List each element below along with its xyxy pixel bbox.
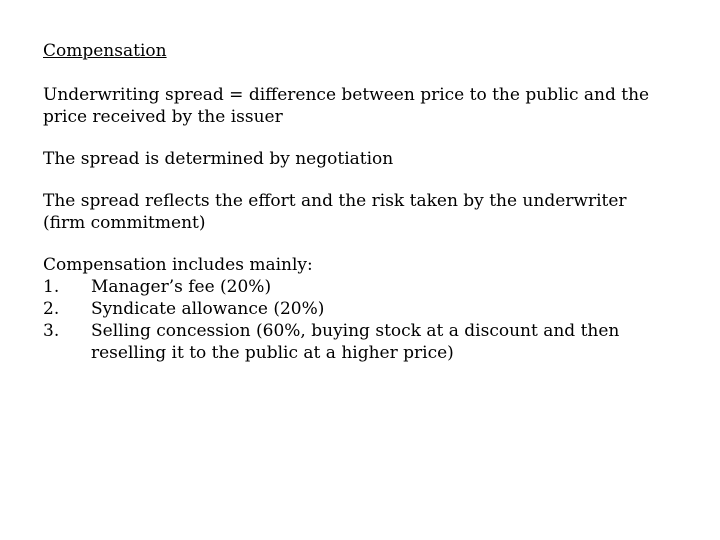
list-item-text: [91, 276, 683, 298]
slide-content: [43, 40, 683, 364]
paragraph-line: The spread reflects the effort and the risk taken by the underwriter: [43, 191, 627, 211]
paragraph-negotiation: [43, 148, 683, 170]
list-item-line: Syndicate allowance (20%): [91, 299, 325, 319]
list-item-line: reselling it to the public at a higher price): [91, 343, 454, 363]
paragraph-line: The spread is determined by negotiation: [43, 149, 394, 169]
paragraph-effort-risk: [43, 190, 683, 234]
paragraph-line: (firm commitment): [43, 213, 206, 233]
list-item-text: [91, 320, 683, 364]
paragraph-line: Underwriting spread = difference between price to the public and the: [43, 85, 650, 105]
list-item-number: 1.: [43, 277, 60, 297]
list-item: [43, 276, 683, 298]
list-item-text: [91, 298, 683, 320]
list-intro: Compensation includes mainly:: [43, 255, 313, 275]
list-item-number: 2.: [43, 299, 60, 319]
paragraph-line: price received by the issuer: [43, 107, 283, 127]
list-item: [43, 298, 683, 320]
paragraph-underwriting-spread: [43, 84, 683, 128]
slide-heading: Compensation: [43, 41, 167, 61]
list-item-line: Manager’s fee (20%): [91, 277, 272, 297]
compensation-list: [43, 276, 683, 364]
list-item-number: 3.: [43, 321, 60, 341]
list-item: [43, 320, 683, 364]
list-item-line: Selling concession (60%, buying stock at a discount and then: [91, 321, 620, 341]
